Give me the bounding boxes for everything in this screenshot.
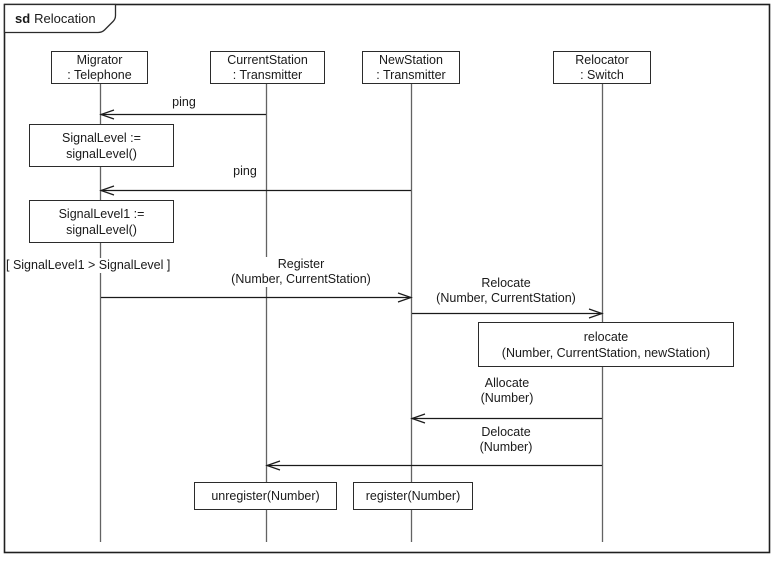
action-line1: register(Number) xyxy=(365,489,461,503)
message-args: (Number) xyxy=(480,391,534,405)
message-name: ping xyxy=(172,95,196,109)
action-box-relocate xyxy=(478,322,734,367)
action-line2: signalLevel() xyxy=(66,222,137,237)
message-name: Delocate xyxy=(481,425,531,439)
message-arrow-relocate xyxy=(412,309,602,318)
lifeline-head-migrator xyxy=(51,51,148,84)
lifeline-head-relocator xyxy=(553,51,651,84)
message-arrow-delocate xyxy=(267,461,602,470)
lifeline-type: : Switch xyxy=(580,67,624,82)
lifeline-name: CurrentStation xyxy=(227,52,308,67)
message-args: (Number, CurrentStation) xyxy=(231,272,371,286)
message-args: (Number, CurrentStation) xyxy=(436,291,576,305)
message-name: ping xyxy=(233,164,257,178)
frame-keyword: sd xyxy=(15,11,31,26)
message-label-register xyxy=(228,257,374,287)
lifeline-type: : Transmitter xyxy=(232,67,303,82)
action-line1: unregister(Number) xyxy=(211,489,320,503)
diagram-frame xyxy=(5,5,770,553)
message-name: Relocate xyxy=(481,276,531,290)
frame-title: Relocation xyxy=(34,11,96,26)
action-box-signallevel xyxy=(29,124,174,167)
message-arrow-ping-2 xyxy=(101,186,411,195)
message-label-ping-2 xyxy=(230,164,260,179)
frame-label xyxy=(15,11,96,26)
message-label-delocate xyxy=(477,425,536,455)
action-box-signallevel1 xyxy=(29,200,174,243)
message-arrow-allocate xyxy=(412,414,602,423)
message-name: Register xyxy=(277,257,325,271)
lifeline-name: Migrator xyxy=(76,52,123,67)
message-label-relocate xyxy=(433,276,579,306)
message-name: Allocate xyxy=(484,376,530,390)
guard-condition: [ SignalLevel1 > SignalLevel ] xyxy=(6,258,171,272)
message-arrow-register xyxy=(101,293,411,302)
action-line1: SignalLevel1 := xyxy=(58,206,145,221)
action-box-unregister xyxy=(194,482,337,510)
message-label-ping-1 xyxy=(169,95,199,110)
action-line1: SignalLevel := xyxy=(62,130,141,145)
action-line1: relocate xyxy=(583,329,629,344)
lifeline-head-newstation xyxy=(362,51,460,84)
action-box-register xyxy=(353,482,473,510)
message-args: (Number) xyxy=(479,440,533,454)
message-arrow-ping-1 xyxy=(101,110,266,119)
lifeline-name: NewStation xyxy=(379,52,443,67)
lifeline-type: : Telephone xyxy=(67,67,132,82)
message-label-allocate xyxy=(478,376,537,406)
lifeline-head-currentstation xyxy=(210,51,325,84)
action-line2: signalLevel() xyxy=(66,146,137,161)
lifeline-type: : Transmitter xyxy=(376,67,446,82)
action-line2: (Number, CurrentStation, newStation) xyxy=(501,345,711,360)
lifeline-name: Relocator xyxy=(575,52,629,67)
